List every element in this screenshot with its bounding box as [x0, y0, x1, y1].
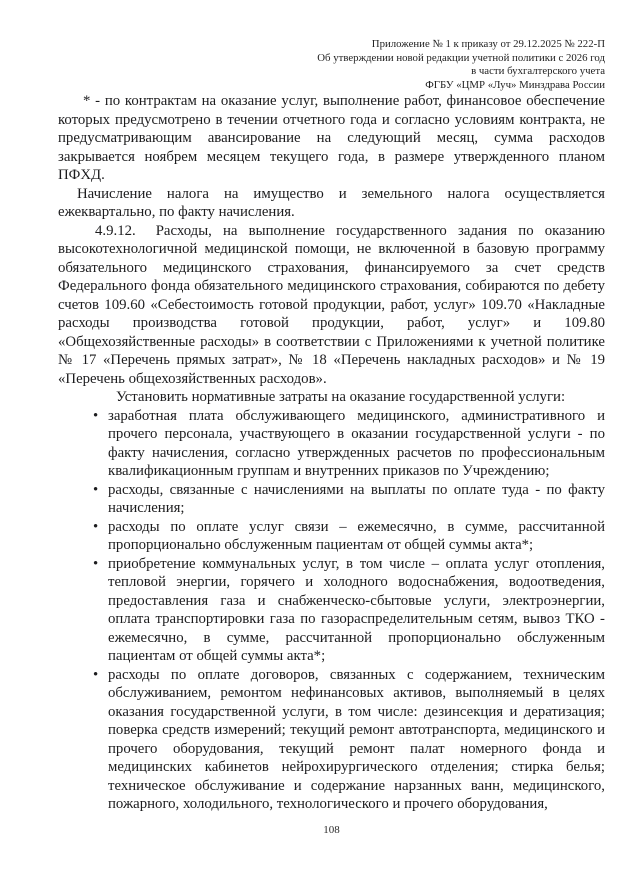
list-item-maintenance: [58, 666, 605, 814]
paragraph-contract-note: * - по контрактам на оказание услуг, выполнение работ, финансовое обеспечение которых предусмотрено в течении отчетного года и согласно условиям контракта, не предусматривающим авансирование на следующий месяц, сумма расходов закрывается ноябрем месяцем текущего года, в размере утвержденного планом ПФХД.: [58, 93, 605, 184]
list-item-payroll-charges: [58, 481, 605, 518]
document-header: [58, 38, 605, 92]
header-line-accounting: в части бухгалтерского учета: [471, 65, 605, 78]
document-body: [58, 92, 605, 814]
bullet-icon: [93, 666, 98, 685]
list-item-text: заработная плата обслуживающего медицинского, административного и прочего персонала, участвующего в оказании государственной услуги - по факту начисления, согласно утвержденных расчетов по профессиональным квалификационным группам и внутренних приказов по Учреждению;: [108, 407, 605, 480]
list-item-text: расходы, связанные с начислениями на выплаты по оплате туда - по факту начисления;: [108, 481, 605, 517]
section-number: 4.9.12.: [95, 222, 136, 239]
bullet-icon: [93, 481, 98, 500]
list-item-text: расходы по оплате договоров, связанных с содержанием, техническим обслуживанием, ремонтом нефинансовых активов, выполняемый в целях оказания государственной услуги, в том числе: дезинсекция и дератизация; поверка средств измерений; текущий ремонт автотранспорта, медицинского и прочего оборудования, текущий ремонт палат номерного фонда и медицинских кабинетов нейрохирургического отделения; стирка белья; техническое обслуживание и содержание нарзанных ванн, медицинского, пожарного, холодильного, технологического и прочего оборудования,: [108, 666, 605, 813]
bullet-icon: [93, 518, 98, 537]
paragraph-establish-norms: Установить нормативные затраты на оказание государственной услуги:: [116, 389, 566, 406]
header-line-appendix: Приложение № 1 к приказу от 29.12.2025 № 222-П: [371, 38, 605, 50]
list-item-utilities: [58, 555, 605, 666]
header-line-org: ФГБУ «ЦМР «Луч» Минздрава России: [425, 78, 605, 91]
section-text: Расходы, на выполнение государственного задания по оказанию высокотехнологичной медицинской помощи, не включенной в базовую программу обязательного медицинского страхования, финансируемого за счет средств Федерального фонда обязательного медицинского страхования, собираются по дебету счетов 109.60 «Себестоимость готовой продукции, работ, услуг» 109.70 «Накладные расходы производства готовой продукции, работ, услуг» и 109.80 «Общехозяйственные расходы» в соответствии с Приложениями к учетной политике № 17 «Перечень прямых затрат», № 18 «Перечень накладных расходов» и № 19 «Перечень общехозяйственных расходов».: [58, 222, 605, 387]
list-item-salary: [58, 407, 605, 481]
list-item-communication: [58, 518, 605, 555]
page-number: 108: [323, 824, 340, 836]
bullet-icon: [93, 407, 98, 426]
bullet-icon: [93, 555, 98, 574]
paragraph-section-4-9-12: [58, 222, 605, 389]
normative-costs-list: [58, 407, 605, 814]
paragraph-tax-accrual: Начисление налога на имущество и земельного налога осуществляется ежеквартально, по факту начисления.: [58, 185, 605, 221]
list-item-text: приобретение коммунальных услуг, в том числе – оплата услуг отопления, тепловой энергии, горячего и холодного водоснабжения, водоотведения, предоставления газа и снабженческо-сбытовые услуги, электроэнергии, оплата транспортировки газа по газораспределительным сетям, вывоз ТКО - ежемесячно, в сумме, рассчитанной пропорционально обслуженным пациентам от общей суммы акта*;: [108, 555, 605, 665]
list-item-text: расходы по оплате услуг связи – ежемесячно, в сумме, рассчитанной пропорционально обслуженным пациентам от общей суммы акта*;: [108, 518, 605, 554]
header-line-order: Об утверждении новой редакции учетной политики с 2026 год: [317, 51, 605, 64]
